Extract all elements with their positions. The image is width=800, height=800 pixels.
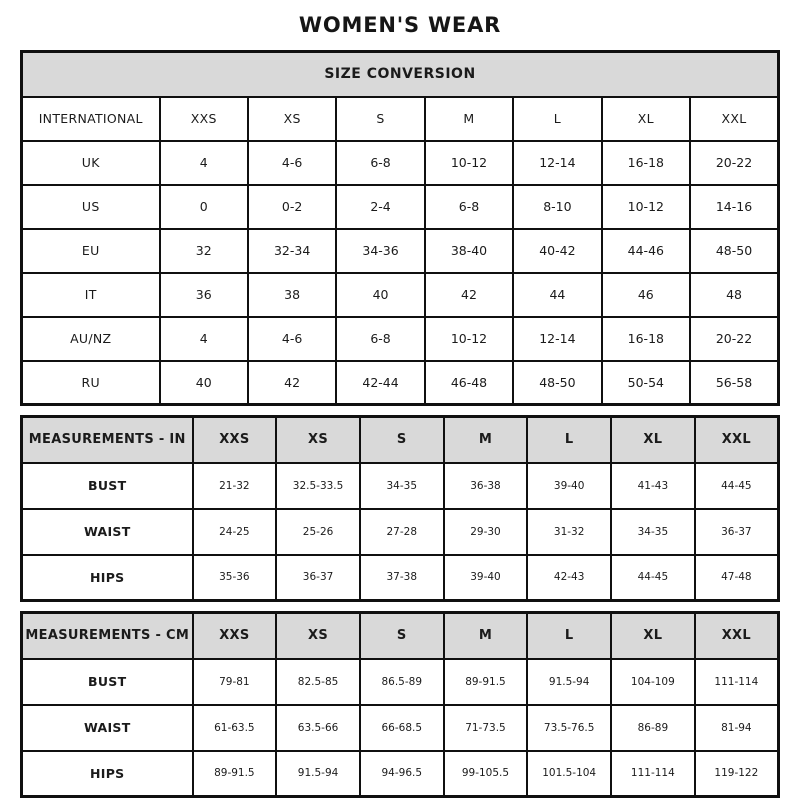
cell-hips-xxl: 47-48 (695, 555, 779, 601)
cell-waist-xl: 86-89 (611, 705, 695, 751)
cell-waist-xxs: 24-25 (193, 509, 277, 555)
measurements-cm-col-header-xs: XS (276, 613, 360, 659)
cell-hips-m: 39-40 (444, 555, 528, 601)
size-conversion-caption: SIZE CONVERSION (22, 52, 779, 97)
measurements-centimeters-table (20, 611, 780, 798)
cell-us-xl: 10-12 (602, 185, 690, 229)
cell-eu-xl: 44-46 (602, 229, 690, 273)
measurements-cm-col-header-s: S (360, 613, 444, 659)
cell-au-nz-m: 10-12 (425, 317, 513, 361)
measurements-in-col-header-xxl: XXL (695, 417, 779, 463)
cell-au-nz-xxs: 4 (160, 317, 248, 361)
cell-us-s: 2-4 (336, 185, 424, 229)
cell-ru-l: 48-50 (513, 361, 601, 405)
size-conversion-col-header-l: L (513, 97, 601, 141)
measurements-in-col-header-xl: XL (611, 417, 695, 463)
cell-ru-xxs: 40 (160, 361, 248, 405)
row-label: HIPS (22, 555, 193, 601)
measurements-cm-row-waist (22, 705, 779, 751)
size-conversion-col-header-s: S (336, 97, 424, 141)
cell-waist-xxl: 36-37 (695, 509, 779, 555)
cell-eu-s: 34-36 (336, 229, 424, 273)
cell-ru-m: 46-48 (425, 361, 513, 405)
cell-bust-xxl: 111-114 (695, 659, 779, 705)
cell-bust-xl: 104-109 (611, 659, 695, 705)
cell-us-m: 6-8 (425, 185, 513, 229)
cell-uk-xxs: 4 (160, 141, 248, 185)
measurements-cm-col-header-l: L (527, 613, 611, 659)
measurements-cm-row-bust (22, 659, 779, 705)
measurements-cm-header-row (22, 613, 779, 659)
row-label: UK (22, 141, 160, 185)
size-conversion-table (20, 50, 780, 406)
measurements-cm-row-hips (22, 751, 779, 797)
cell-ru-s: 42-44 (336, 361, 424, 405)
cell-hips-m: 99-105.5 (444, 751, 528, 797)
cell-waist-xs: 63.5-66 (276, 705, 360, 751)
row-label: IT (22, 273, 160, 317)
cell-us-l: 8-10 (513, 185, 601, 229)
cell-au-nz-xs: 4-6 (248, 317, 336, 361)
measurements-in-col-header-xxs: XXS (193, 417, 277, 463)
cell-eu-xxl: 48-50 (690, 229, 778, 273)
cell-eu-xxs: 32 (160, 229, 248, 273)
cell-bust-m: 36-38 (444, 463, 528, 509)
measurements-in-col-header-m: M (444, 417, 528, 463)
size-conversion-row-eu (22, 229, 779, 273)
cell-ru-xs: 42 (248, 361, 336, 405)
cell-au-nz-l: 12-14 (513, 317, 601, 361)
measurements-in-col-header-s: S (360, 417, 444, 463)
cell-hips-l: 42-43 (527, 555, 611, 601)
measurements-in-row-bust (22, 463, 779, 509)
cell-uk-l: 12-14 (513, 141, 601, 185)
size-conversion-col-header-xxl: XXL (690, 97, 778, 141)
cell-bust-xs: 82.5-85 (276, 659, 360, 705)
size-conversion-header-label: INTERNATIONAL (22, 97, 160, 141)
size-conversion-col-header-xxs: XXS (160, 97, 248, 141)
size-conversion-caption-row (22, 52, 779, 97)
cell-bust-xxs: 21-32 (193, 463, 277, 509)
measurements-cm-col-header-xxs: XXS (193, 613, 277, 659)
row-label: WAIST (22, 509, 193, 555)
cell-it-xxl: 48 (690, 273, 778, 317)
cell-hips-l: 101.5-104 (527, 751, 611, 797)
measurements-in-col-header-xs: XS (276, 417, 360, 463)
cell-bust-l: 91.5-94 (527, 659, 611, 705)
size-conversion-col-header-xl: XL (602, 97, 690, 141)
cell-bust-xxs: 79-81 (193, 659, 277, 705)
measurements-cm-col-header-xl: XL (611, 613, 695, 659)
measurements-cm-col-header-m: M (444, 613, 528, 659)
row-label: RU (22, 361, 160, 405)
cell-waist-s: 66-68.5 (360, 705, 444, 751)
cell-us-xs: 0-2 (248, 185, 336, 229)
cell-au-nz-xxl: 20-22 (690, 317, 778, 361)
cell-bust-xs: 32.5-33.5 (276, 463, 360, 509)
measurements-in-col-header-l: L (527, 417, 611, 463)
size-conversion-row-ru (22, 361, 779, 405)
measurements-in-row-hips (22, 555, 779, 601)
cell-uk-xxl: 20-22 (690, 141, 778, 185)
size-conversion-row-it (22, 273, 779, 317)
cell-it-xxs: 36 (160, 273, 248, 317)
cell-uk-m: 10-12 (425, 141, 513, 185)
cell-it-xl: 46 (602, 273, 690, 317)
row-label: US (22, 185, 160, 229)
cell-hips-xxs: 89-91.5 (193, 751, 277, 797)
cell-hips-xxl: 119-122 (695, 751, 779, 797)
size-conversion-col-header-xs: XS (248, 97, 336, 141)
cell-it-xs: 38 (248, 273, 336, 317)
size-conversion-col-header-m: M (425, 97, 513, 141)
row-label: EU (22, 229, 160, 273)
cell-bust-l: 39-40 (527, 463, 611, 509)
cell-bust-xxl: 44-45 (695, 463, 779, 509)
measurements-cm-col-header-xxl: XXL (695, 613, 779, 659)
cell-bust-s: 34-35 (360, 463, 444, 509)
cell-uk-xs: 4-6 (248, 141, 336, 185)
size-conversion-row-uk (22, 141, 779, 185)
cell-us-xxl: 14-16 (690, 185, 778, 229)
cell-waist-xl: 34-35 (611, 509, 695, 555)
cell-us-xxs: 0 (160, 185, 248, 229)
measurements-in-row-waist (22, 509, 779, 555)
cell-hips-xs: 91.5-94 (276, 751, 360, 797)
cell-bust-s: 86.5-89 (360, 659, 444, 705)
cell-waist-m: 29-30 (444, 509, 528, 555)
cell-ru-xl: 50-54 (602, 361, 690, 405)
cell-hips-xl: 44-45 (611, 555, 695, 601)
row-label: HIPS (22, 751, 193, 797)
cell-au-nz-xl: 16-18 (602, 317, 690, 361)
cell-it-s: 40 (336, 273, 424, 317)
row-label: BUST (22, 659, 193, 705)
row-label: WAIST (22, 705, 193, 751)
cell-ru-xxl: 56-58 (690, 361, 778, 405)
cell-waist-l: 31-32 (527, 509, 611, 555)
measurements-inches-table (20, 415, 780, 602)
cell-uk-xl: 16-18 (602, 141, 690, 185)
cell-eu-m: 38-40 (425, 229, 513, 273)
cell-waist-xs: 25-26 (276, 509, 360, 555)
cell-waist-m: 71-73.5 (444, 705, 528, 751)
size-conversion-row-au-nz (22, 317, 779, 361)
measurements-cm-header-label: MEASUREMENTS - CM (22, 613, 193, 659)
cell-it-m: 42 (425, 273, 513, 317)
cell-it-l: 44 (513, 273, 601, 317)
page-title: WOMEN'S WEAR (298, 13, 502, 37)
size-conversion-header-row (22, 97, 779, 141)
cell-waist-l: 73.5-76.5 (527, 705, 611, 751)
cell-eu-l: 40-42 (513, 229, 601, 273)
measurements-in-header-row (22, 417, 779, 463)
row-label: AU/NZ (22, 317, 160, 361)
cell-bust-xl: 41-43 (611, 463, 695, 509)
cell-uk-s: 6-8 (336, 141, 424, 185)
cell-au-nz-s: 6-8 (336, 317, 424, 361)
cell-hips-s: 37-38 (360, 555, 444, 601)
cell-waist-xxs: 61-63.5 (193, 705, 277, 751)
measurements-in-header-label: MEASUREMENTS - IN (22, 417, 193, 463)
cell-hips-xs: 36-37 (276, 555, 360, 601)
cell-waist-s: 27-28 (360, 509, 444, 555)
cell-eu-xs: 32-34 (248, 229, 336, 273)
cell-waist-xxl: 81-94 (695, 705, 779, 751)
cell-bust-m: 89-91.5 (444, 659, 528, 705)
cell-hips-xxs: 35-36 (193, 555, 277, 601)
cell-hips-s: 94-96.5 (360, 751, 444, 797)
cell-hips-xl: 111-114 (611, 751, 695, 797)
row-label: BUST (22, 463, 193, 509)
size-conversion-row-us (22, 185, 779, 229)
